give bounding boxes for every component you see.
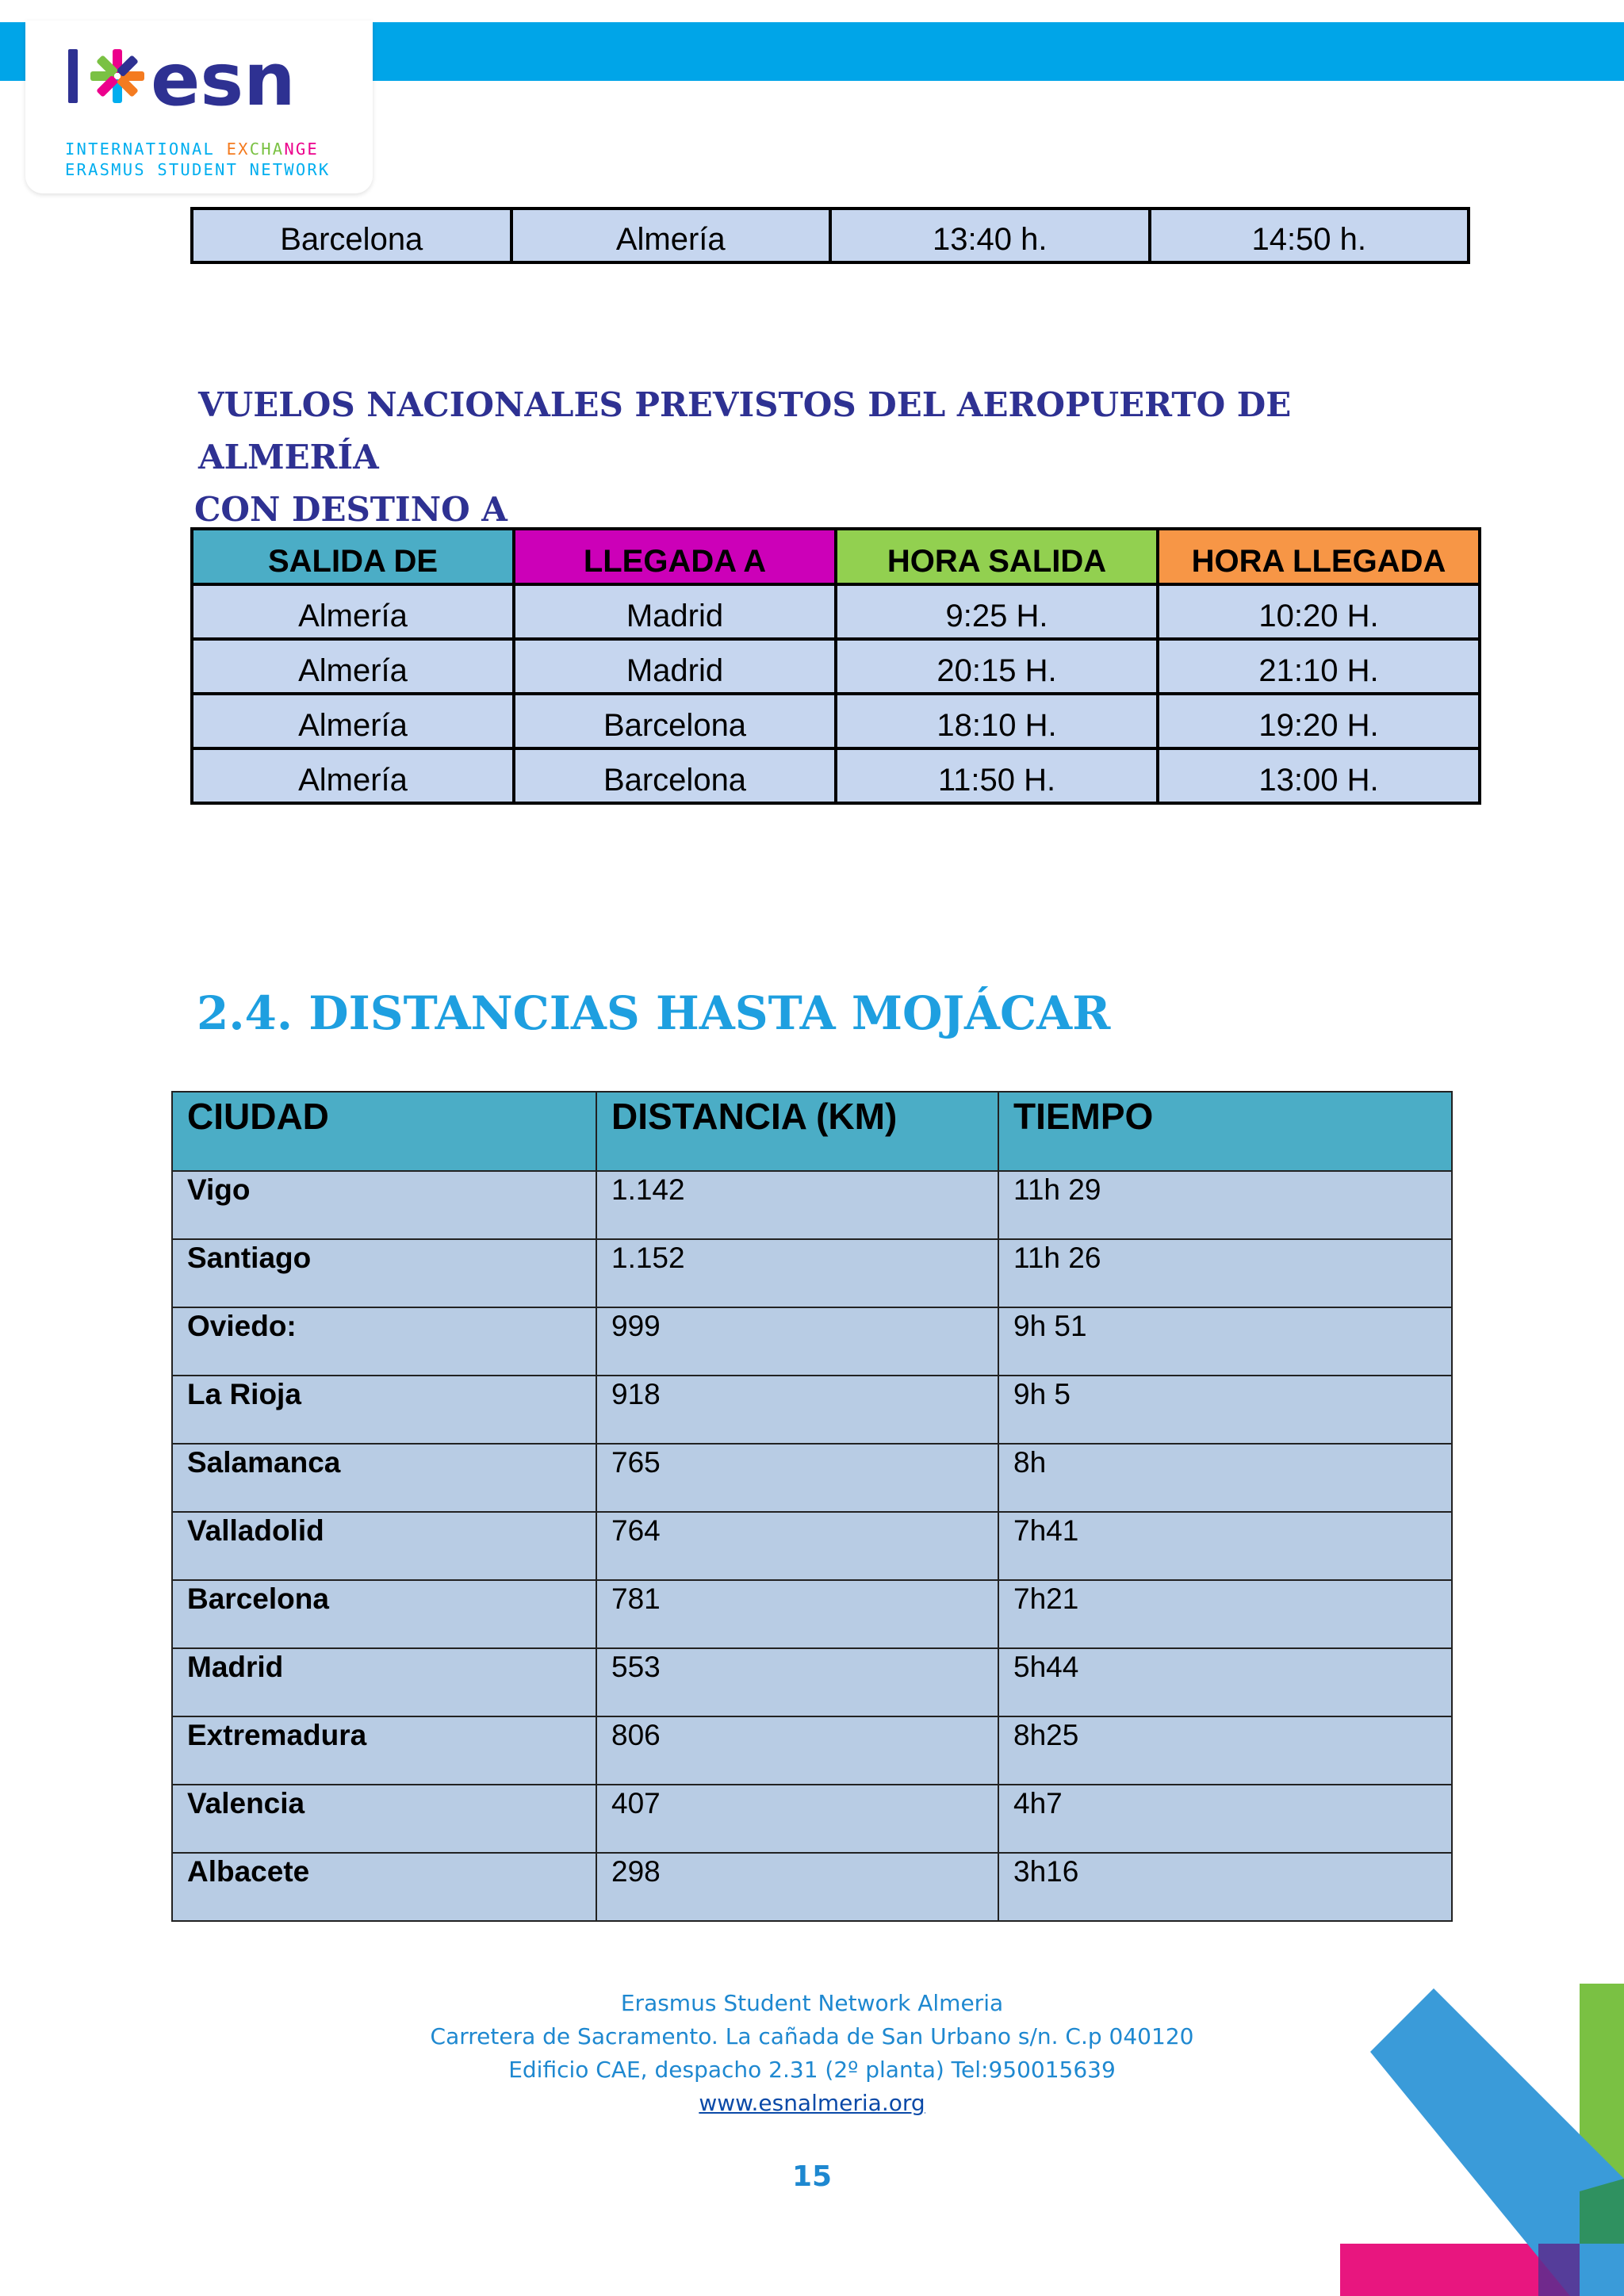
- table-row: [172, 1512, 1452, 1580]
- national-flights-table: [190, 527, 1481, 805]
- time-cell: 5h44: [998, 1648, 1452, 1716]
- time-cell: 8h: [998, 1444, 1452, 1512]
- column-header-tiempo: TIEMPO: [998, 1092, 1452, 1171]
- city-cell: Valladolid: [172, 1512, 596, 1580]
- city-cell: Albacete: [172, 1853, 596, 1921]
- table-row: [192, 209, 1469, 262]
- city-cell: Vigo: [172, 1171, 596, 1239]
- corner-decoration-icon: [1340, 1982, 1624, 2296]
- table-cell: 19:20 H.: [1158, 694, 1480, 748]
- table-row: [172, 1171, 1452, 1239]
- table-header-row: [172, 1092, 1452, 1171]
- table-row: [172, 1648, 1452, 1716]
- table-cell: Barcelona: [514, 694, 836, 748]
- table-row: [172, 1716, 1452, 1785]
- logo-tagline-2: ERASMUS STUDENT NETWORK: [65, 160, 331, 179]
- table-header-row: [192, 529, 1480, 584]
- logo-tagline-1: INTERNATIONAL EXCHANGE: [65, 140, 319, 159]
- distance-cell: 781: [596, 1580, 998, 1648]
- table-cell: 9:25 H.: [836, 584, 1158, 639]
- column-header-ciudad: CIUDAD: [172, 1092, 596, 1171]
- distances-table: [171, 1091, 1453, 1922]
- table-row: [172, 1853, 1452, 1921]
- distance-cell: 806: [596, 1716, 998, 1785]
- table-row: [172, 1444, 1452, 1512]
- distance-cell: 999: [596, 1307, 998, 1376]
- table-cell: Almería: [192, 639, 514, 694]
- distance-cell: 553: [596, 1648, 998, 1716]
- city-cell: La Rioja: [172, 1376, 596, 1444]
- flights-title-line2: CON DESTINO A: [194, 490, 508, 529]
- city-cell: Madrid: [172, 1648, 596, 1716]
- table-cell: Barcelona: [192, 209, 511, 262]
- table-row: [172, 1239, 1452, 1307]
- table-row: [172, 1376, 1452, 1444]
- column-header-hora-llegada: HORA LLEGADA: [1158, 529, 1480, 584]
- table-row: [172, 1307, 1452, 1376]
- table-cell: Almería: [192, 694, 514, 748]
- esn-logo-icon: [65, 38, 335, 117]
- table-cell: 21:10 H.: [1158, 639, 1480, 694]
- table-cell: Almería: [192, 748, 514, 803]
- city-cell: Valencia: [172, 1785, 596, 1853]
- city-cell: Salamanca: [172, 1444, 596, 1512]
- city-cell: Extremadura: [172, 1716, 596, 1785]
- footer-org-name: Erasmus Student Network Almeria: [620, 1990, 1004, 2016]
- distance-cell: 764: [596, 1512, 998, 1580]
- table-cell: Barcelona: [514, 748, 836, 803]
- city-cell: Oviedo:: [172, 1307, 596, 1376]
- distances-table-body: [172, 1171, 1452, 1921]
- city-cell: Santiago: [172, 1239, 596, 1307]
- table-row: [172, 1785, 1452, 1853]
- city-cell: Barcelona: [172, 1580, 596, 1648]
- distance-cell: 765: [596, 1444, 998, 1512]
- time-cell: 9h 5: [998, 1376, 1452, 1444]
- footer-office: Edificio CAE, despacho 2.31 (2º planta) Tel:950015639: [508, 2057, 1116, 2083]
- table-cell: 10:20 H.: [1158, 584, 1480, 639]
- table-cell: 20:15 H.: [836, 639, 1158, 694]
- footer-address: Carretera de Sacramento. La cañada de San Urbano s/n. C.p 040120: [430, 2023, 1194, 2049]
- distance-cell: 918: [596, 1376, 998, 1444]
- footer-website-link[interactable]: www.esnalmeria.org: [699, 2090, 925, 2116]
- page-number: 15: [791, 2160, 833, 2193]
- flights-section-title: [194, 379, 1388, 536]
- time-cell: 7h21: [998, 1580, 1452, 1648]
- table-cell: 11:50 H.: [836, 748, 1158, 803]
- column-header-salida: SALIDA DE: [192, 529, 514, 584]
- table-row: [192, 639, 1480, 694]
- time-cell: 11h 26: [998, 1239, 1452, 1307]
- table-cell: 13:00 H.: [1158, 748, 1480, 803]
- distance-cell: 1.152: [596, 1239, 998, 1307]
- column-header-hora-salida: HORA SALIDA: [836, 529, 1158, 584]
- table-row: [192, 584, 1480, 639]
- distance-cell: 1.142: [596, 1171, 998, 1239]
- time-cell: 9h 51: [998, 1307, 1452, 1376]
- table-row: [192, 694, 1480, 748]
- table-cell: Almería: [511, 209, 831, 262]
- table-row: [192, 748, 1480, 803]
- column-header-llegada: LLEGADA A: [514, 529, 836, 584]
- table-cell: Madrid: [514, 584, 836, 639]
- table-cell: 18:10 H.: [836, 694, 1158, 748]
- previous-flights-table-fragment: [190, 207, 1470, 264]
- table-cell: 13:40 h.: [830, 209, 1150, 262]
- time-cell: 11h 29: [998, 1171, 1452, 1239]
- distances-heading: 2.4. DISTANCIAS HASTA MOJÁCAR: [197, 986, 1111, 1040]
- table-cell: Madrid: [514, 639, 836, 694]
- time-cell: 8h25: [998, 1716, 1452, 1785]
- esn-logo-wordmark: esn: [151, 38, 296, 117]
- time-cell: 3h16: [998, 1853, 1452, 1921]
- esn-logo-card: [25, 21, 373, 193]
- time-cell: 4h7: [998, 1785, 1452, 1853]
- flights-title-line1: VUELOS NACIONALES PREVISTOS DEL AEROPUERTO DE ALMERÍA: [198, 385, 1292, 476]
- time-cell: 7h41: [998, 1512, 1452, 1580]
- distance-cell: 407: [596, 1785, 998, 1853]
- table-cell: Almería: [192, 584, 514, 639]
- distance-cell: 298: [596, 1853, 998, 1921]
- table-row: [172, 1580, 1452, 1648]
- table-cell: 14:50 h.: [1150, 209, 1469, 262]
- column-header-distancia: DISTANCIA (KM): [596, 1092, 998, 1171]
